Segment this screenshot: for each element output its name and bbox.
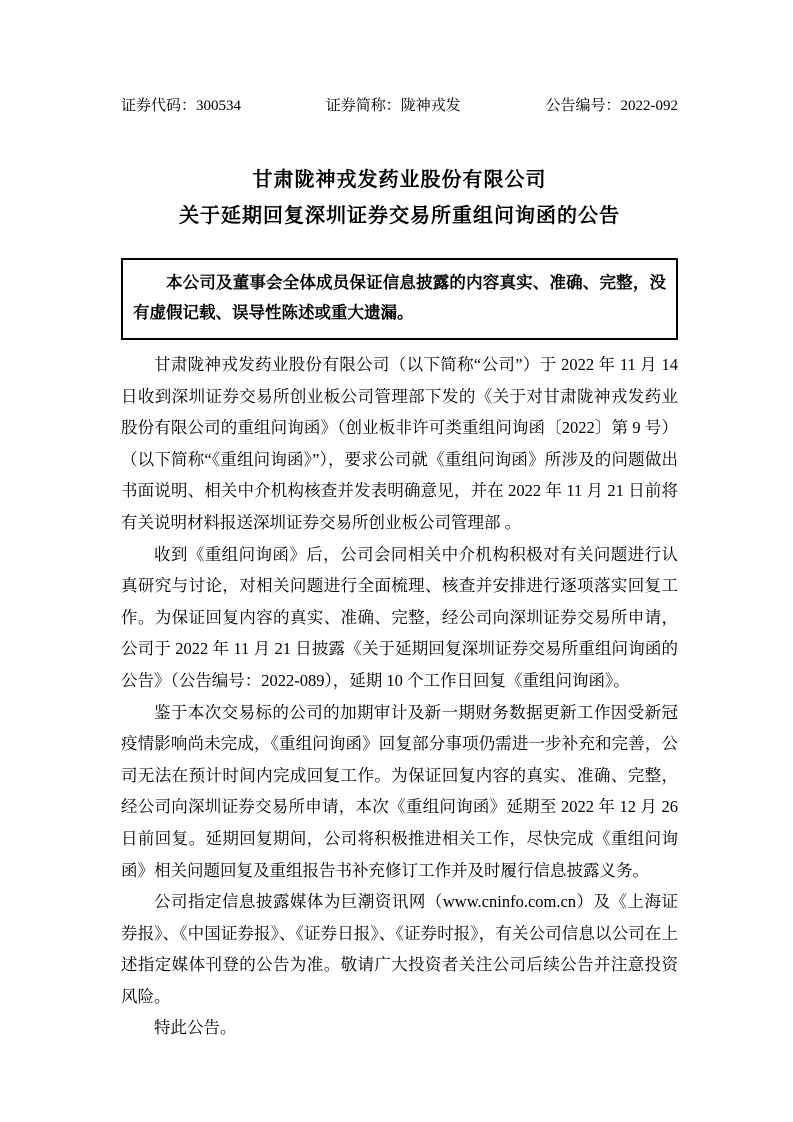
announcement-number-label: 公告编号：2022-092 <box>545 98 678 114</box>
paragraph-inquiry-letter-received: 甘肃陇神戎发药业股份有限公司（以下简称“公司”）于 2022 年 11 月 14日收到深圳证券交易所创业板公司管理部下发的《关于对甘肃陇神戎发药业股份有限公司的重组问询函》（创业板非许可类重组问询函〔2022〕第 9 号）（以下简称“《重组问询函》”），要求公司就《重组问询函》所涉及的问题做出书面说明、相关中介机构核查并发表明确意见，并在 2022 年 11 月 21 日前将有关说明材料报送深圳证券交易所创业板公司管理部 。 <box>121 355 678 532</box>
paragraph-designated-media: 公司指定信息披露媒体为巨潮资讯网（www.cninfo.com.cn）及《上海证券报》、《中国证券报》、《证券日报》、《证券时报》，有关公司信息以公司在上述指定媒体刊登的公告为准。敬请广大投资者关注公司后续公告并注意投资风险。 <box>121 892 678 1006</box>
paragraph-second-delay-reason: 鉴于本次交易标的公司的加期审计及新一期财务数据更新工作因受新冠疫情影响尚未完成，《重组问询函》回复部分事项仍需进一步补充和完善，公司无法在预计时间内完成回复工作。为保证回复内容的真实、准确、完整，经公司向深圳证券交易所申请，本次《重组问询函》延期至 2022 年 12 月 26 日前回复。延期回复期间，公司将积极推进相关工作，尽快完成《重组问询函》相关问题回复及重组报告书补充修订工作并及时履行信息披露义务。 <box>121 702 678 880</box>
document-header <box>121 96 678 116</box>
company-name-title: 甘肃陇神戎发药业股份有限公司 <box>252 169 547 191</box>
disclosure-statement-box <box>121 258 678 340</box>
paragraph-closing: 特此公告。 <box>154 1018 237 1038</box>
disclosure-statement-text: 本公司及董事会全体成员保证信息披露的内容真实、准确、完整，没有虚假记载、误导性陈述或重大遗漏。 <box>133 273 666 322</box>
stock-code-label: 证券代码：300534 <box>121 98 242 114</box>
page-content <box>121 0 678 1044</box>
announcement-title: 关于延期回复深圳证券交易所重组问询函的公告 <box>179 205 620 227</box>
paragraph-first-delay-disclosure: 收到《重组问询函》后，公司会同相关中介机构积极对有关问题进行认真研究与讨论，对相关问题进行全面梳理、核查并安排进行逐项落实回复工作。为保证回复内容的真实、准确、完整，经公司向深圳证券交易所申请，公司于 2022 年 11 月 21 日披露《关于延期回复深圳证券交易所重组问询函的公告》（公告编号：2022-089），延期 10 个工作日回复《重组问询函》。 <box>121 544 678 690</box>
stock-name-label: 证券简称：陇神戎发 <box>325 98 461 114</box>
